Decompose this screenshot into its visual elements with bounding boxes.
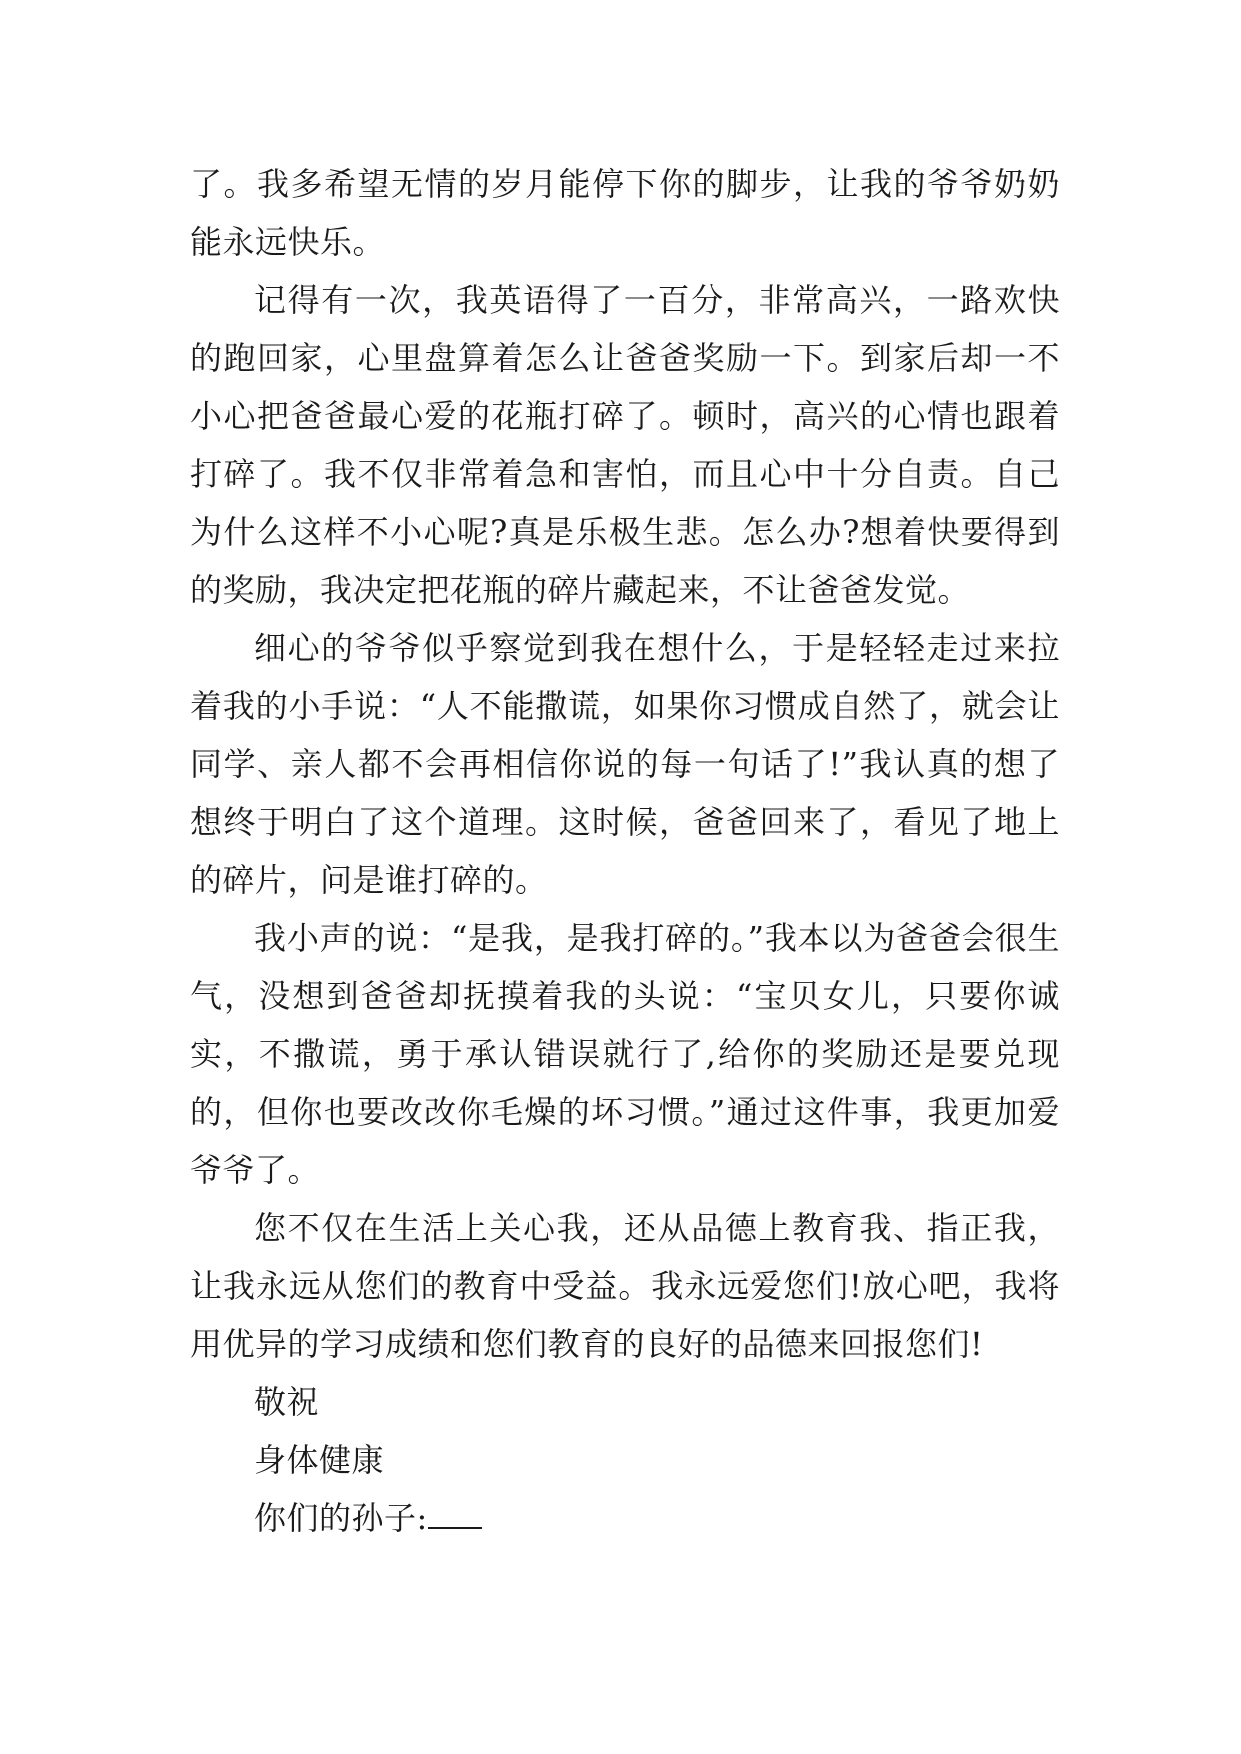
closing-salutation: 敬祝 [254,1383,320,1421]
letter-body [190,155,1060,1547]
closing-wish: 身体健康 [254,1441,385,1479]
paragraph-gratitude: 您不仅在生活上关心我，还从品德上教育我、指正我，让我永远从您们的教育中受益。我永远爱您们!放心吧，我将用优异的学习成绩和您们教育的良好的品德来回报您们! [190,1209,1060,1363]
signature-label: 你们的孙子: [254,1499,428,1537]
paragraph-confession: 我小声的说：“是我，是我打碎的。”我本以为爸爸会很生气，没想到爸爸却抚摸着我的头说：“宝贝女儿，只要你诚实，不撒谎，勇于承认错误就行了,给你的奖励还是要兑现的，但你也要改改你毛燥的坏习惯。”通过这件事，我更加爱爷爷了。 [190,919,1060,1189]
signature-blank [428,1497,482,1529]
paragraph-grandpa-advice: 细心的爷爷似乎察觉到我在想什么，于是轻轻走过来拉着我的小手说：“人不能撒谎，如果你习惯成自然了，就会让同学、亲人都不会再相信你说的每一句话了!”我认真的想了想终于明白了这个道理。这时候，爸爸回来了，看见了地上的碎片，问是谁打碎的。 [190,629,1060,899]
paragraph-continuation: 了。我多希望无情的岁月能停下你的脚步，让我的爷爷奶奶能永远快乐。 [190,165,1060,261]
paragraph-english-score: 记得有一次，我英语得了一百分，非常高兴，一路欢快的跑回家，心里盘算着怎么让爸爸奖励一下。到家后却一不小心把爸爸最心爱的花瓶打碎了。顿时，高兴的心情也跟着打碎了。我不仅非常着急和害怕，而且心中十分自责。自己为什么这样不小心呢?真是乐极生悲。怎么办?想着快要得到的奖励，我决定把花瓶的碎片藏起来，不让爸爸发觉。 [190,281,1060,609]
signature-line [190,1489,1060,1547]
